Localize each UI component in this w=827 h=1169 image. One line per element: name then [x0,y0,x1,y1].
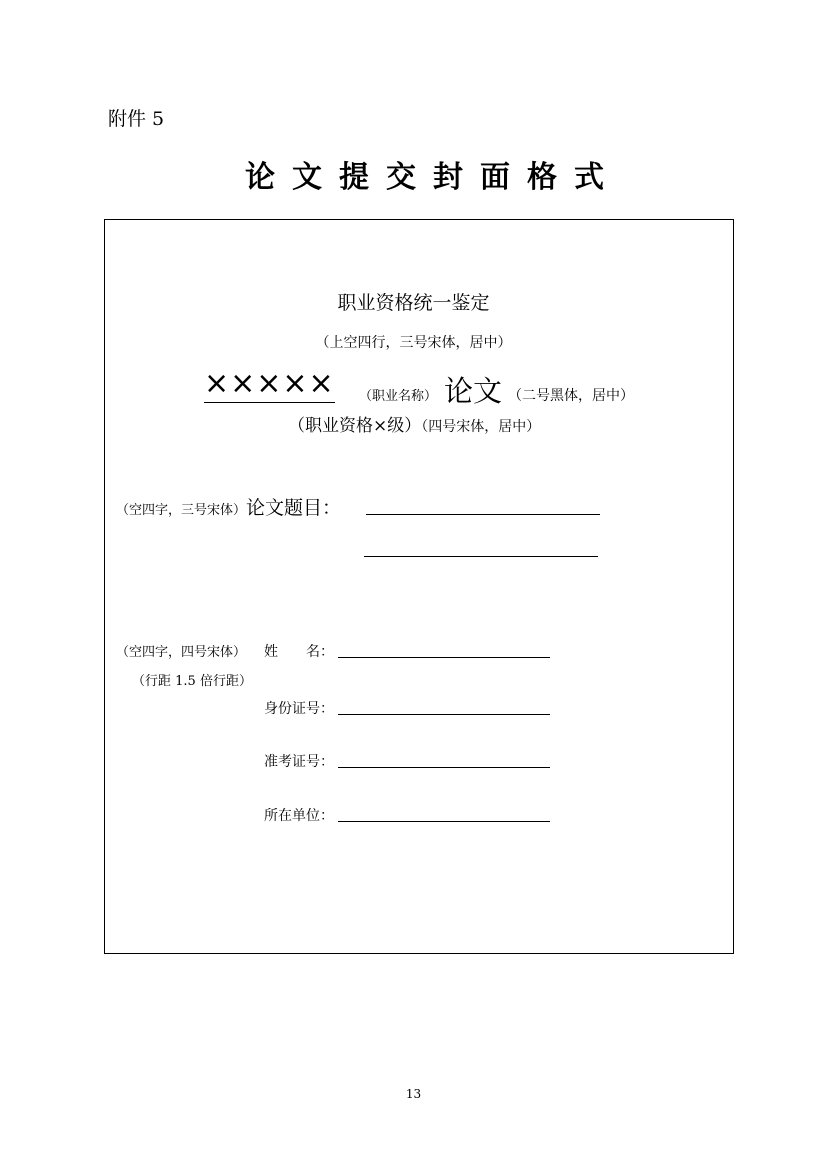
exam-id-label: 准考证号： [264,754,334,770]
level-text: （职业资格×级） [288,416,422,436]
page-number: 13 [405,1087,422,1101]
page-title: 论文提交封面格式 [245,160,621,195]
paper-title-label: 论文题目： [246,497,342,519]
unified-format-note: （上空四行，三号宋体，居中） [315,335,512,351]
paper-word: 论文 [444,374,503,408]
title-indent-note: （空四字，三号宋体） [116,503,247,518]
unit-line[interactable] [338,821,550,822]
paper-title-line-1[interactable] [366,514,600,515]
info-indent-note: （空四字，四号宋体） [116,645,247,660]
occupation-placeholder: ××××× [204,366,335,401]
id-number-label: 身份证号： [264,701,334,717]
paper-format-note: （二号黑体，居中） [508,388,634,404]
exam-id-line[interactable] [338,767,550,768]
line-spacing-note: （行距 1.5 倍行距） [132,674,252,689]
paper-title-line-2[interactable] [364,556,598,557]
level-row [288,411,540,436]
paper-title-row [116,493,341,520]
id-number-line[interactable] [338,714,550,715]
name-line[interactable] [338,657,550,658]
level-format-note: （四号宋体，居中） [421,419,541,435]
unit-label: 所在单位： [264,808,334,824]
occupation-name-note: （职业名称） [359,389,438,404]
attachment-label: 附件 5 [108,108,165,130]
unified-exam-heading: 职业资格统一鉴定 [337,292,490,314]
name-label: 姓 名： [264,644,334,660]
cover-frame [104,219,734,954]
